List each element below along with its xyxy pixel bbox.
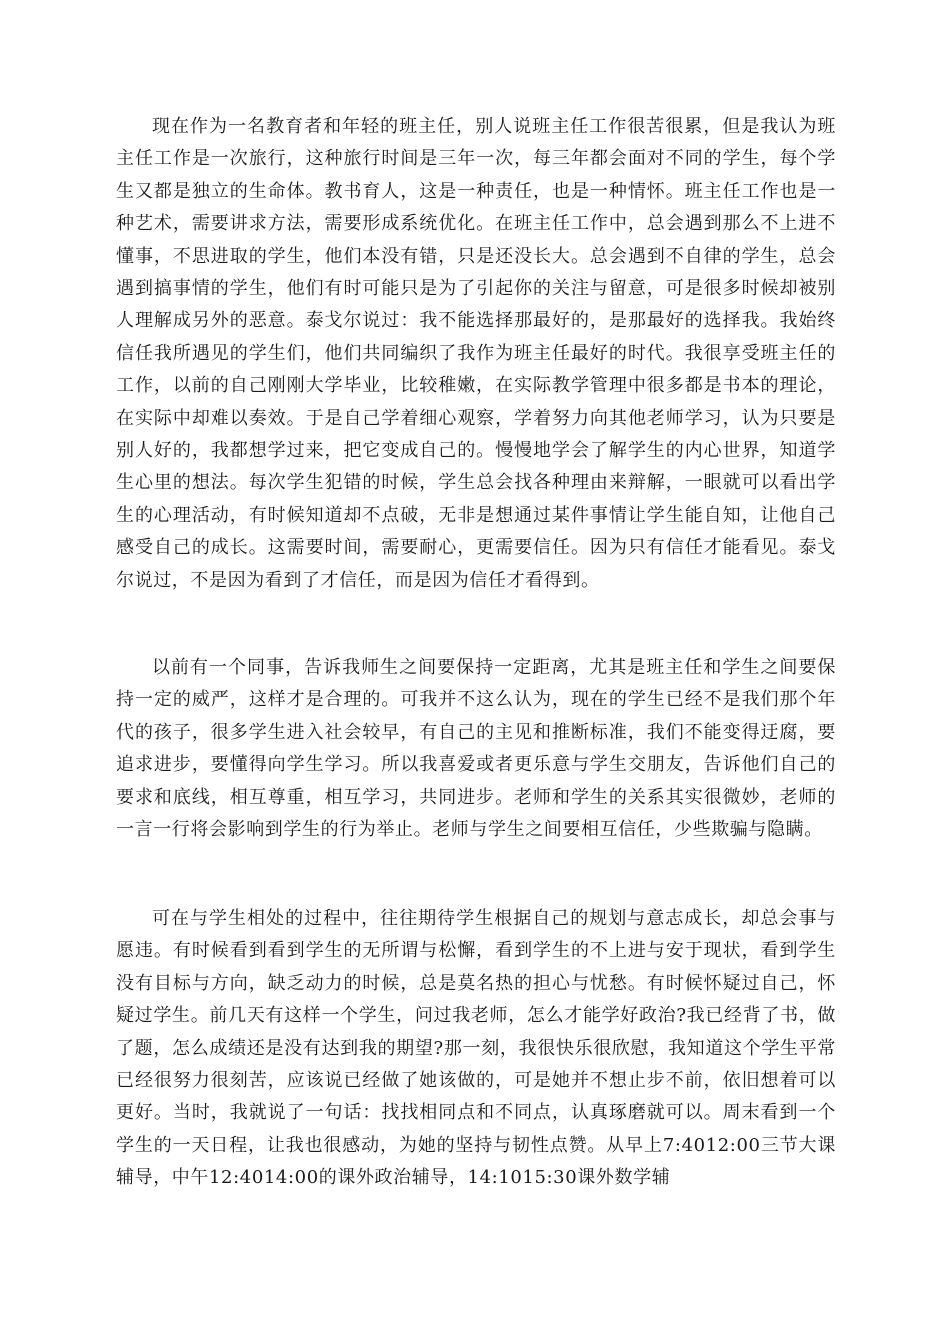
paragraph: 可在与学生相处的过程中，往往期待学生根据自己的规划与意志成长，却总会事与愿违。有时候看到看到学生的无所谓与松懈，看到学生的不上进与安于现状，看到学生没有目标与方向，缺乏动力的时候，总是莫名热的担心与忧愁。有时候怀疑过自己，怀疑过学生。前几天有这样一个学生，问过我老师，怎么才能学好政治?我已经背了书，做了题，怎么成绩还是没有达到我的期望?那一刻，我很快乐很欣慰，我知道这个学生平常已经很努力很刻苦，应该说已经做了她该做的，可是她并不想止步不前，依旧想着可以更好。当时，我就说了一句话：找找相同点和不同点，认真琢磨就可以。周末看到一个学生的一天日程，让我也很感动，为她的坚持与韧性点赞。从早上7:4012:00三节大课辅导，中午12:4014:00的课外政治辅导，14:1015:30课外数学辅 [116,908,836,1189]
paragraph: 以前有一个同事，告诉我师生之间要保持一定距离，尤其是班主任和学生之间要保持一定的威严，这样才是合理的。可我并不这么认为，现在的学生已经不是我们那个年代的孩子，很多学生进入社会较早，有自己的主见和推断标准，我们不能变得迂腐，要追求进步，要懂得向学生学习。所以我喜爱或者更乐意与学生交朋友，告诉他们自己的要求和底线，相互尊重，相互学习，共同进步。老师和学生的关系其实很微妙，老师的一言一行将会影响到学生的行为举止。老师与学生之间要相互信任，少些欺骗与隐瞒。 [116,657,836,841]
paragraph: 现在作为一名教育者和年轻的班主任，别人说班主任工作很苦很累，但是我认为班主任工作是一次旅行，这种旅行时间是三年一次，每三年都会面对不同的学生，每个学生又都是独立的生命体。教书育人，这是一种责任，也是一种情怀。班主任工作也是一种艺术，需要讲求方法，需要形成系统优化。在班主任工作中，总会遇到那么不上进不懂事，不思进取的学生，他们本没有错，只是还没长大。总会遇到不自律的学生，总会遇到搞事情的学生，他们有时可能只是为了引起你的关注与留意，可是很多时候却被别人理解成另外的恶意。泰戈尔说过：我不能选择那最好的，是那最好的选择我。我始终信任我所遇见的学生们，他们共同编织了我作为班主任最好的时代。我很享受班主任的工作，以前的自己刚刚大学毕业，比较稚嫩，在实际教学管理中很多都是书本的理论，在实际中却难以奏效。于是自己学着细心观察，学着努力向其他老师学习，认为只要是别人好的，我都想学过来，把它变成自己的。慢慢地学会了解学生的内心世界，知道学生心里的想法。每次学生犯错的时候，学生总会找各种理由来辩解，一眼就可以看出学生的心理活动，有时候知道却不点破，无非是想通过某件事情让学生能自知，让他自己感受自己的成长。这需要时间，需要耐心，更需要信任。因为只有信任才能看见。泰戈尔说过，不是因为看到了才信任，而是因为信任才看得到。 [116,116,836,591]
